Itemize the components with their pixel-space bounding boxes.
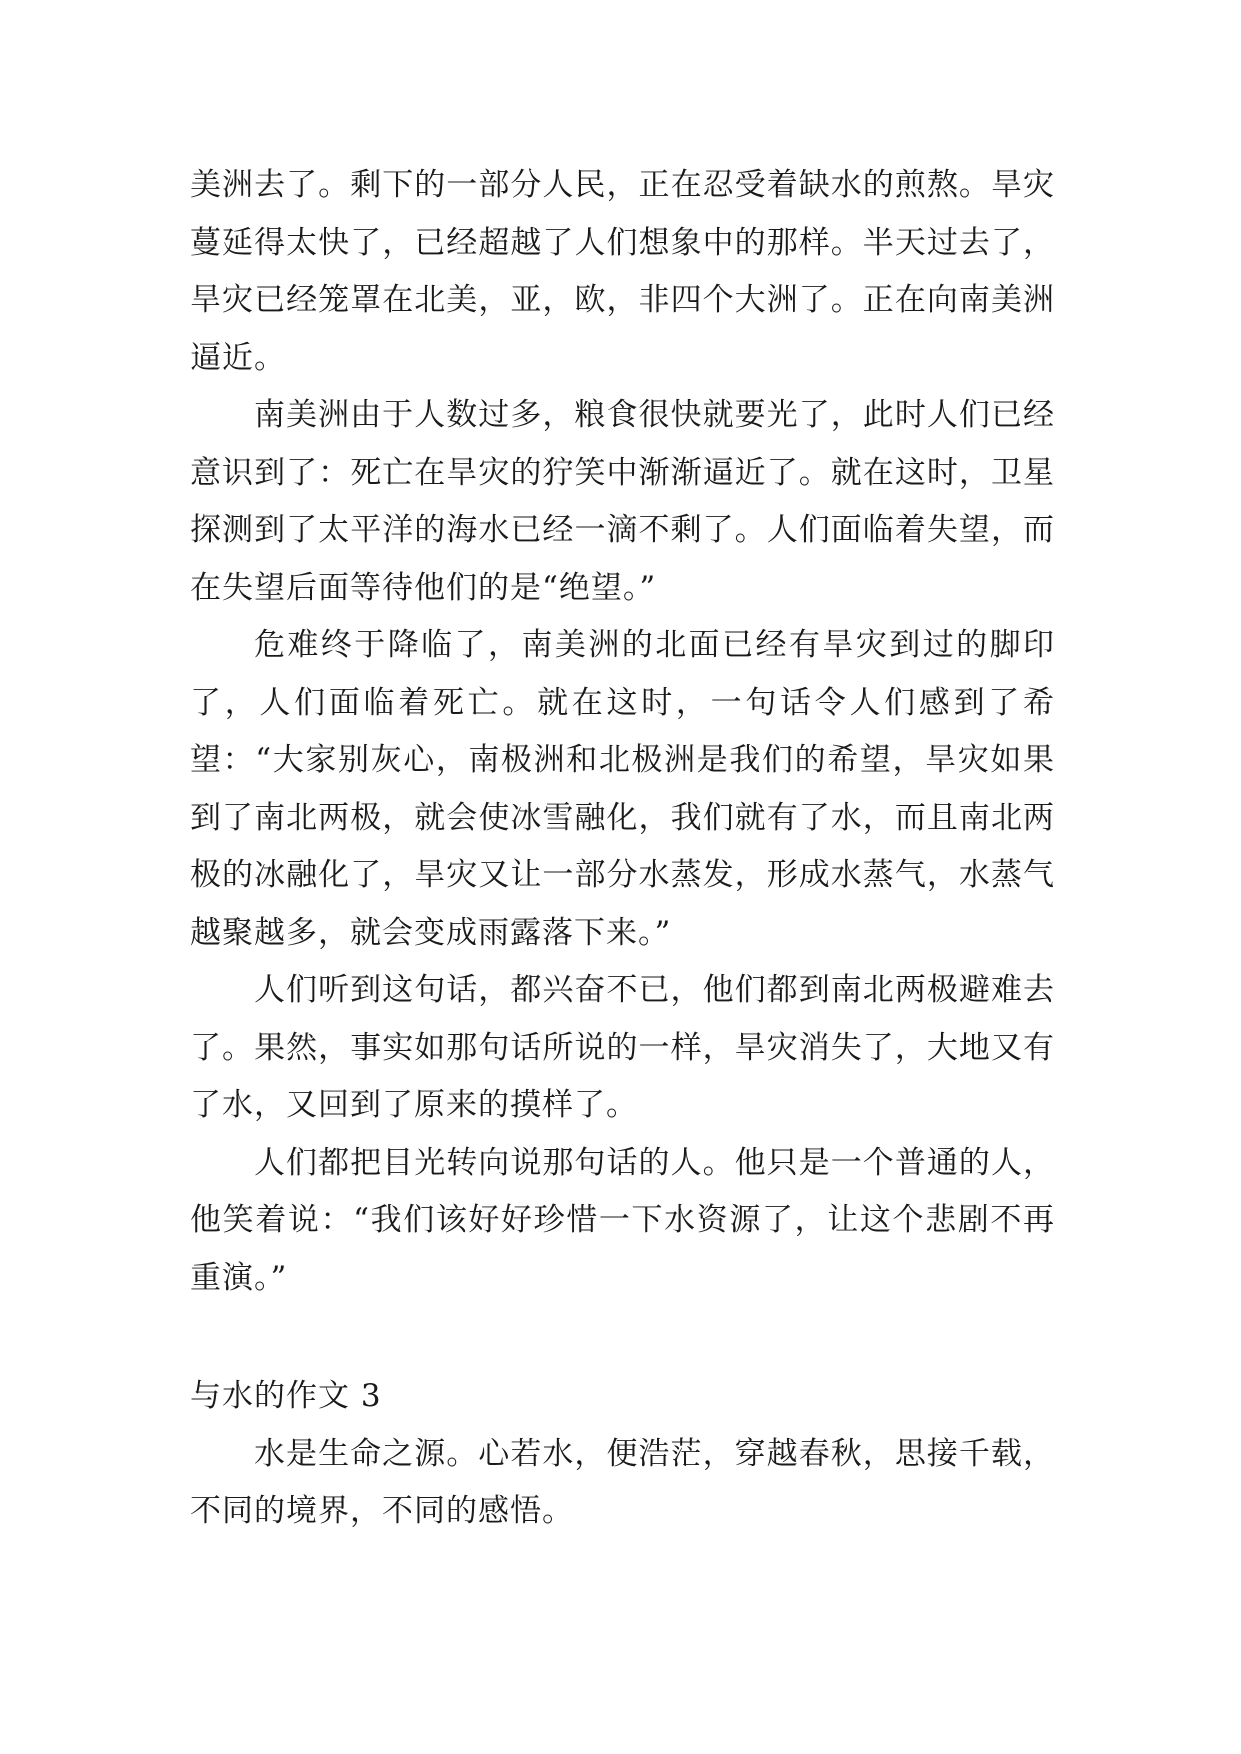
- section-heading: 与水的作文 3: [190, 1378, 382, 1414]
- paragraph: 人们都把目光转向说那句话的人。他只是一个普通的人，他笑着说：“我们该好好珍惜一下水资源了，让这个悲剧不再重演。”: [190, 1144, 1055, 1296]
- paragraph: 南美洲由于人数过多，粮食很快就要光了，此时人们已经意识到了：死亡在旱灾的狞笑中渐渐逼近了。就在这时，卫星探测到了太平洋的海水已经一滴不剩了。人们面临着失望，而在失望后面等待他们的是“绝望。”: [190, 397, 1055, 606]
- paragraph: 美洲去了。剩下的一部分人民，正在忍受着缺水的煎熬。旱灾蔓延得太快了，已经超越了人们想象中的那样。半天过去了，旱灾已经笼罩在北美，亚，欧，非四个大洲了。正在向南美洲逼近。: [190, 167, 1055, 376]
- paragraph: 危难终于降临了，南美洲的北面已经有旱灾到过的脚印了，人们面临着死亡。就在这时，一句话令人们感到了希望：“大家别灰心，南极洲和北极洲是我们的希望，旱灾如果到了南北两极，就会使冰雪融化，我们就有了水，而且南北两极的冰融化了，旱灾又让一部分水蒸发，形成水蒸气，水蒸气越聚越多，就会变成雨露落下来。”: [190, 627, 1055, 951]
- document-body: [190, 157, 1055, 1541]
- paragraph: 水是生命之源。心若水，便浩茫，穿越春秋，思接千载，不同的境界，不同的感悟。: [190, 1435, 1055, 1529]
- paragraph: 人们听到这句话，都兴奋不已，他们都到南北两极避难去了。果然，事实如那句话所说的一样，旱灾消失了，大地又有了水，又回到了原来的摸样了。: [190, 972, 1055, 1123]
